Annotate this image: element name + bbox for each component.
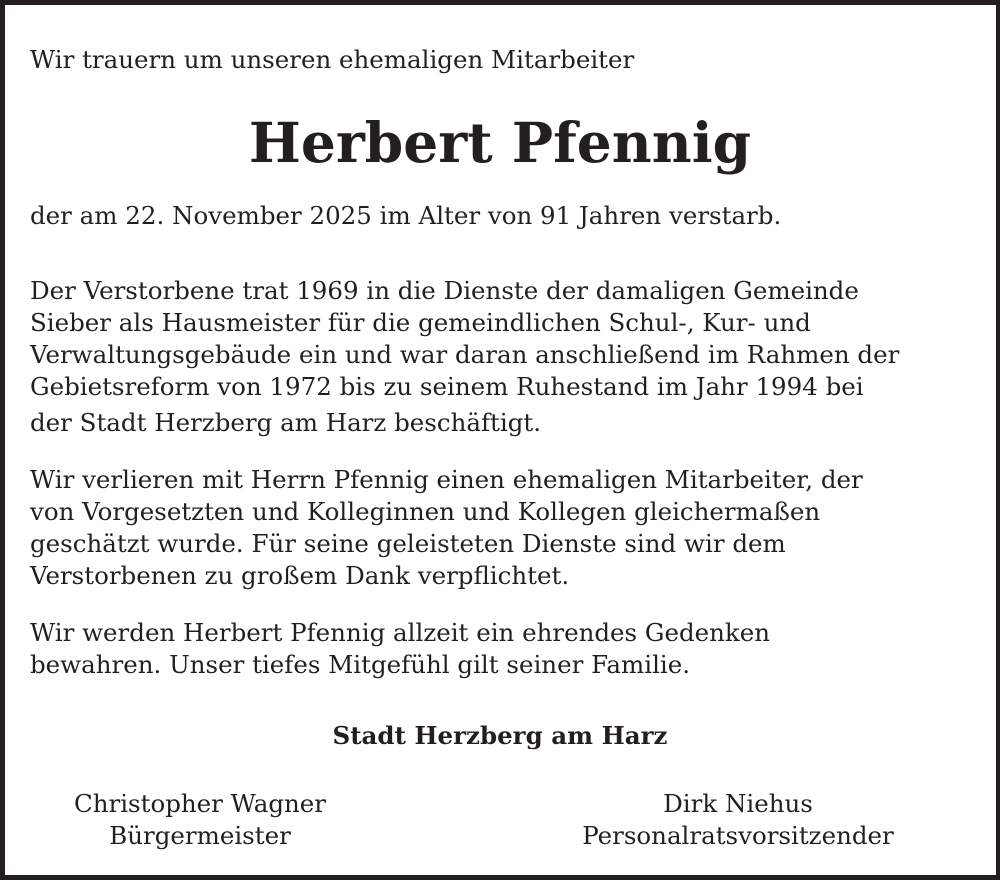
signatory-1-title: Bürgermeister <box>109 821 291 850</box>
signatory-2-name: Dirk Niehus <box>663 789 813 818</box>
paragraph-1-line: Gebietsreform von 1972 bis zu seinem Ruhestand im Jahr 1994 bei <box>30 372 864 401</box>
paragraph-1-line: der Stadt Herzberg am Harz beschäftigt. <box>30 408 542 437</box>
death-line: der am 22. November 2025 im Alter von 91 Jahren verstarb. <box>30 201 782 230</box>
paragraph-3-line: Wir werden Herbert Pfennig allzeit ein ehrendes Gedenken <box>30 618 771 647</box>
deceased-name: Herbert Pfennig <box>248 110 752 175</box>
paragraph-1-line: Der Verstorbene trat 1969 in die Dienste der damaligen Gemeinde <box>30 276 859 305</box>
organization: Stadt Herzberg am Harz <box>332 721 668 750</box>
paragraph-2-line: Wir verlieren mit Herrn Pfennig einen ehemaligen Mitarbeiter, der <box>30 465 863 494</box>
intro-line: Wir trauern um unseren ehemaligen Mitarbeiter <box>30 45 635 74</box>
paragraph-1-line: Verwaltungsgebäude ein und war daran anschließend im Rahmen der <box>30 340 900 369</box>
paragraph-2-line: Verstorbenen zu großem Dank verpflichtet. <box>30 561 570 590</box>
signatory-2-title: Personalratsvorsitzender <box>582 821 894 850</box>
signatory-1-name: Christopher Wagner <box>73 789 327 818</box>
paragraph-3-line: bewahren. Unser tiefes Mitgefühl gilt seiner Familie. <box>30 650 691 679</box>
paragraph-2-line: geschätzt wurde. Für seine geleisteten Dienste sind wir dem <box>30 529 786 558</box>
paragraph-2-line: von Vorgesetzten und Kolleginnen und Kollegen gleichermaßen <box>30 497 821 526</box>
paragraph-1-line: Sieber als Hausmeister für die gemeindlichen Schul-, Kur- und <box>30 308 811 337</box>
